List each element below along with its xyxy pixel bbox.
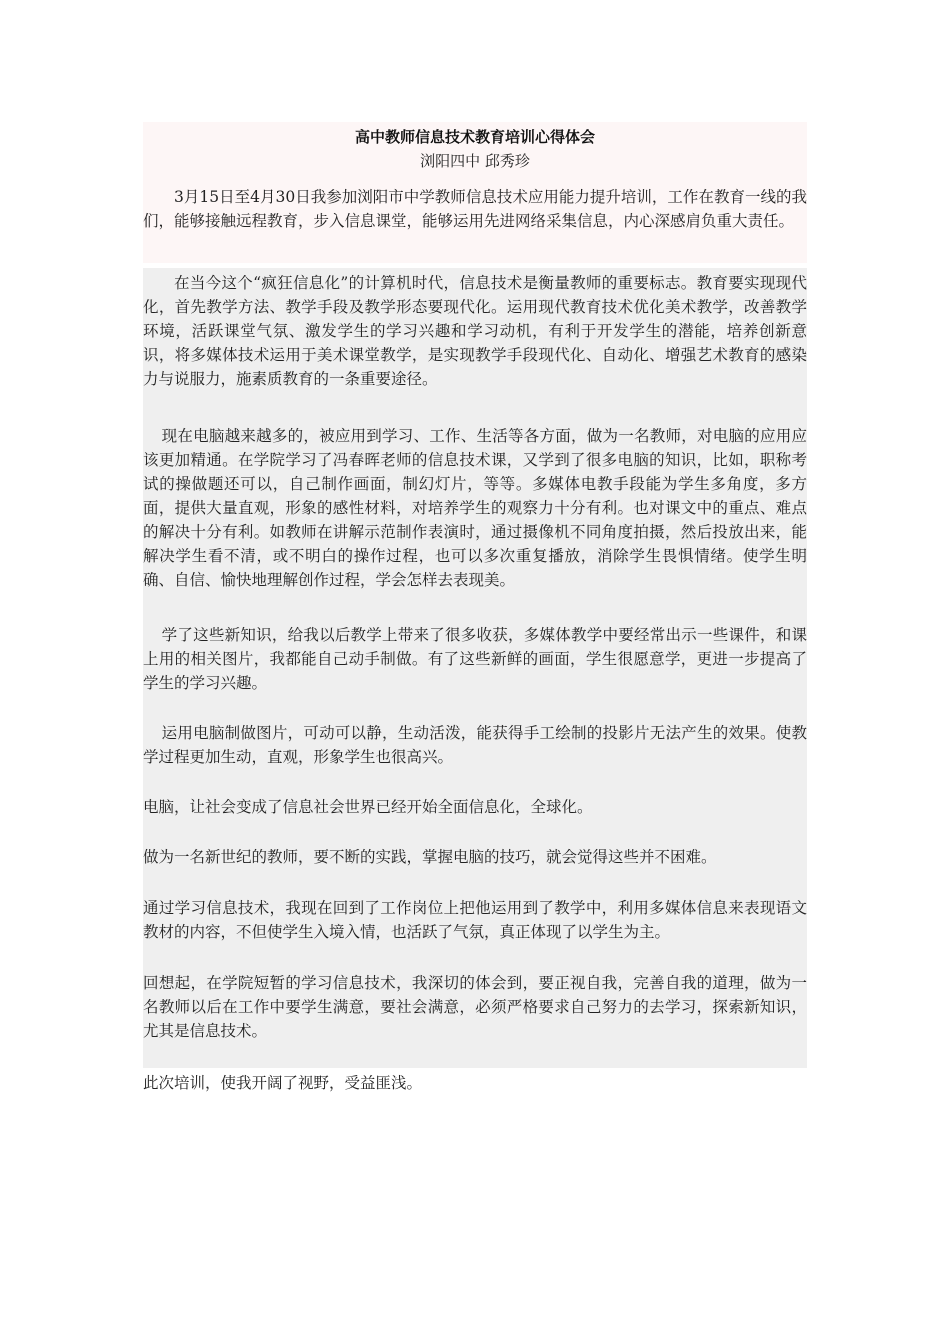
body-paragraph: 学了这些新知识，给我以后教学上带来了很多收获，多媒体教学中要经常出示一些课件，和课上用的相关图片，我都能自己动手制做。有了这些新鲜的画面，学生很愿意学，更进一步提高了学生的学习兴趣。 <box>143 626 807 692</box>
body-paragraph: 回想起，在学院短暂的学习信息技术，我深切的体会到，要正视自我，完善自我的道理，做为一名教师以后在工作中要学生满意，要社会满意，必须严格要求自己努力的去学习，探索新知识，尤其是信息技术。 <box>143 974 807 1040</box>
document-author: 浏阳四中 邱秀珍 <box>420 152 530 170</box>
body-paragraph: 在当今这个“疯狂信息化”的计算机时代，信息技术是衡量教师的重要标志。教育要实现现代化，首先教学方法、教学手段及教学形态要现代化。运用现代教育技术优化美术教学，改善教学环境，活跃课堂气氛、激发学生的学习兴趣和学习动机，有利于开发学生的潜能，培养创新意识，将多媒体技术运用于美术课堂教学，是实现教学手段现代化、自动化、增强艺术教育的感染力与说服力，施素质教育的一条重要途径。 <box>143 274 807 388</box>
document-title: 高中教师信息技术教育培训心得体会 <box>354 128 595 146</box>
body-paragraph: 现在电脑越来越多的，被应用到学习、工作、生活等各方面，做为一名教师，对电脑的应用应该更加精通。在学院学习了冯春晖老师的信息技术课，又学到了很多电脑的知识，比如，职称考试的操做题还可以，自己制作画面，制幻灯片，等等。多媒体电教手段能为学生多角度，多方面，提供大量直观，形象的感性材料，对培养学生的观察力十分有利。也对课文中的重点、难点的解决十分有利。如教师在讲解示范制作表演时，通过摄像机不同角度拍摄，然后投放出来，能解决学生看不清，或不明白的操作过程，也可以多次重复播放，消除学生畏惧情绪。使学生明确、自信、愉快地理解创作过程，学会怎样去表现美。 <box>143 427 807 589</box>
body-paragraph: 通过学习信息技术，我现在回到了工作岗位上把他运用到了教学中，利用多媒体信息来表现语文教材的内容，不但使学生入境入情，也活跃了气氛，真正体现了以学生为主。 <box>143 899 807 941</box>
body-paragraph: 运用电脑制做图片，可动可以静，生动活泼，能获得手工绘制的投影片无法产生的效果。使教学过程更加生动，直观，形象学生也很高兴。 <box>143 724 807 766</box>
intro-paragraph: 3月15日至4月30日我参加浏阳市中学教师信息技术应用能力提升培训，工作在教育一线的我们，能够接触远程教育，步入信息课堂，能够运用先进网络采集信息，内心深感肩负重大责任。 <box>143 188 807 230</box>
body-paragraph: 做为一名新世纪的教师，要不断的实践，掌握电脑的技巧，就会觉得这些并不困难。 <box>143 848 717 866</box>
closing-paragraph: 此次培训，使我开阔了视野，受益匪浅。 <box>143 1074 423 1092</box>
body-paragraph: 电脑，让社会变成了信息社会世界已经开始全面信息化，全球化。 <box>143 798 593 816</box>
